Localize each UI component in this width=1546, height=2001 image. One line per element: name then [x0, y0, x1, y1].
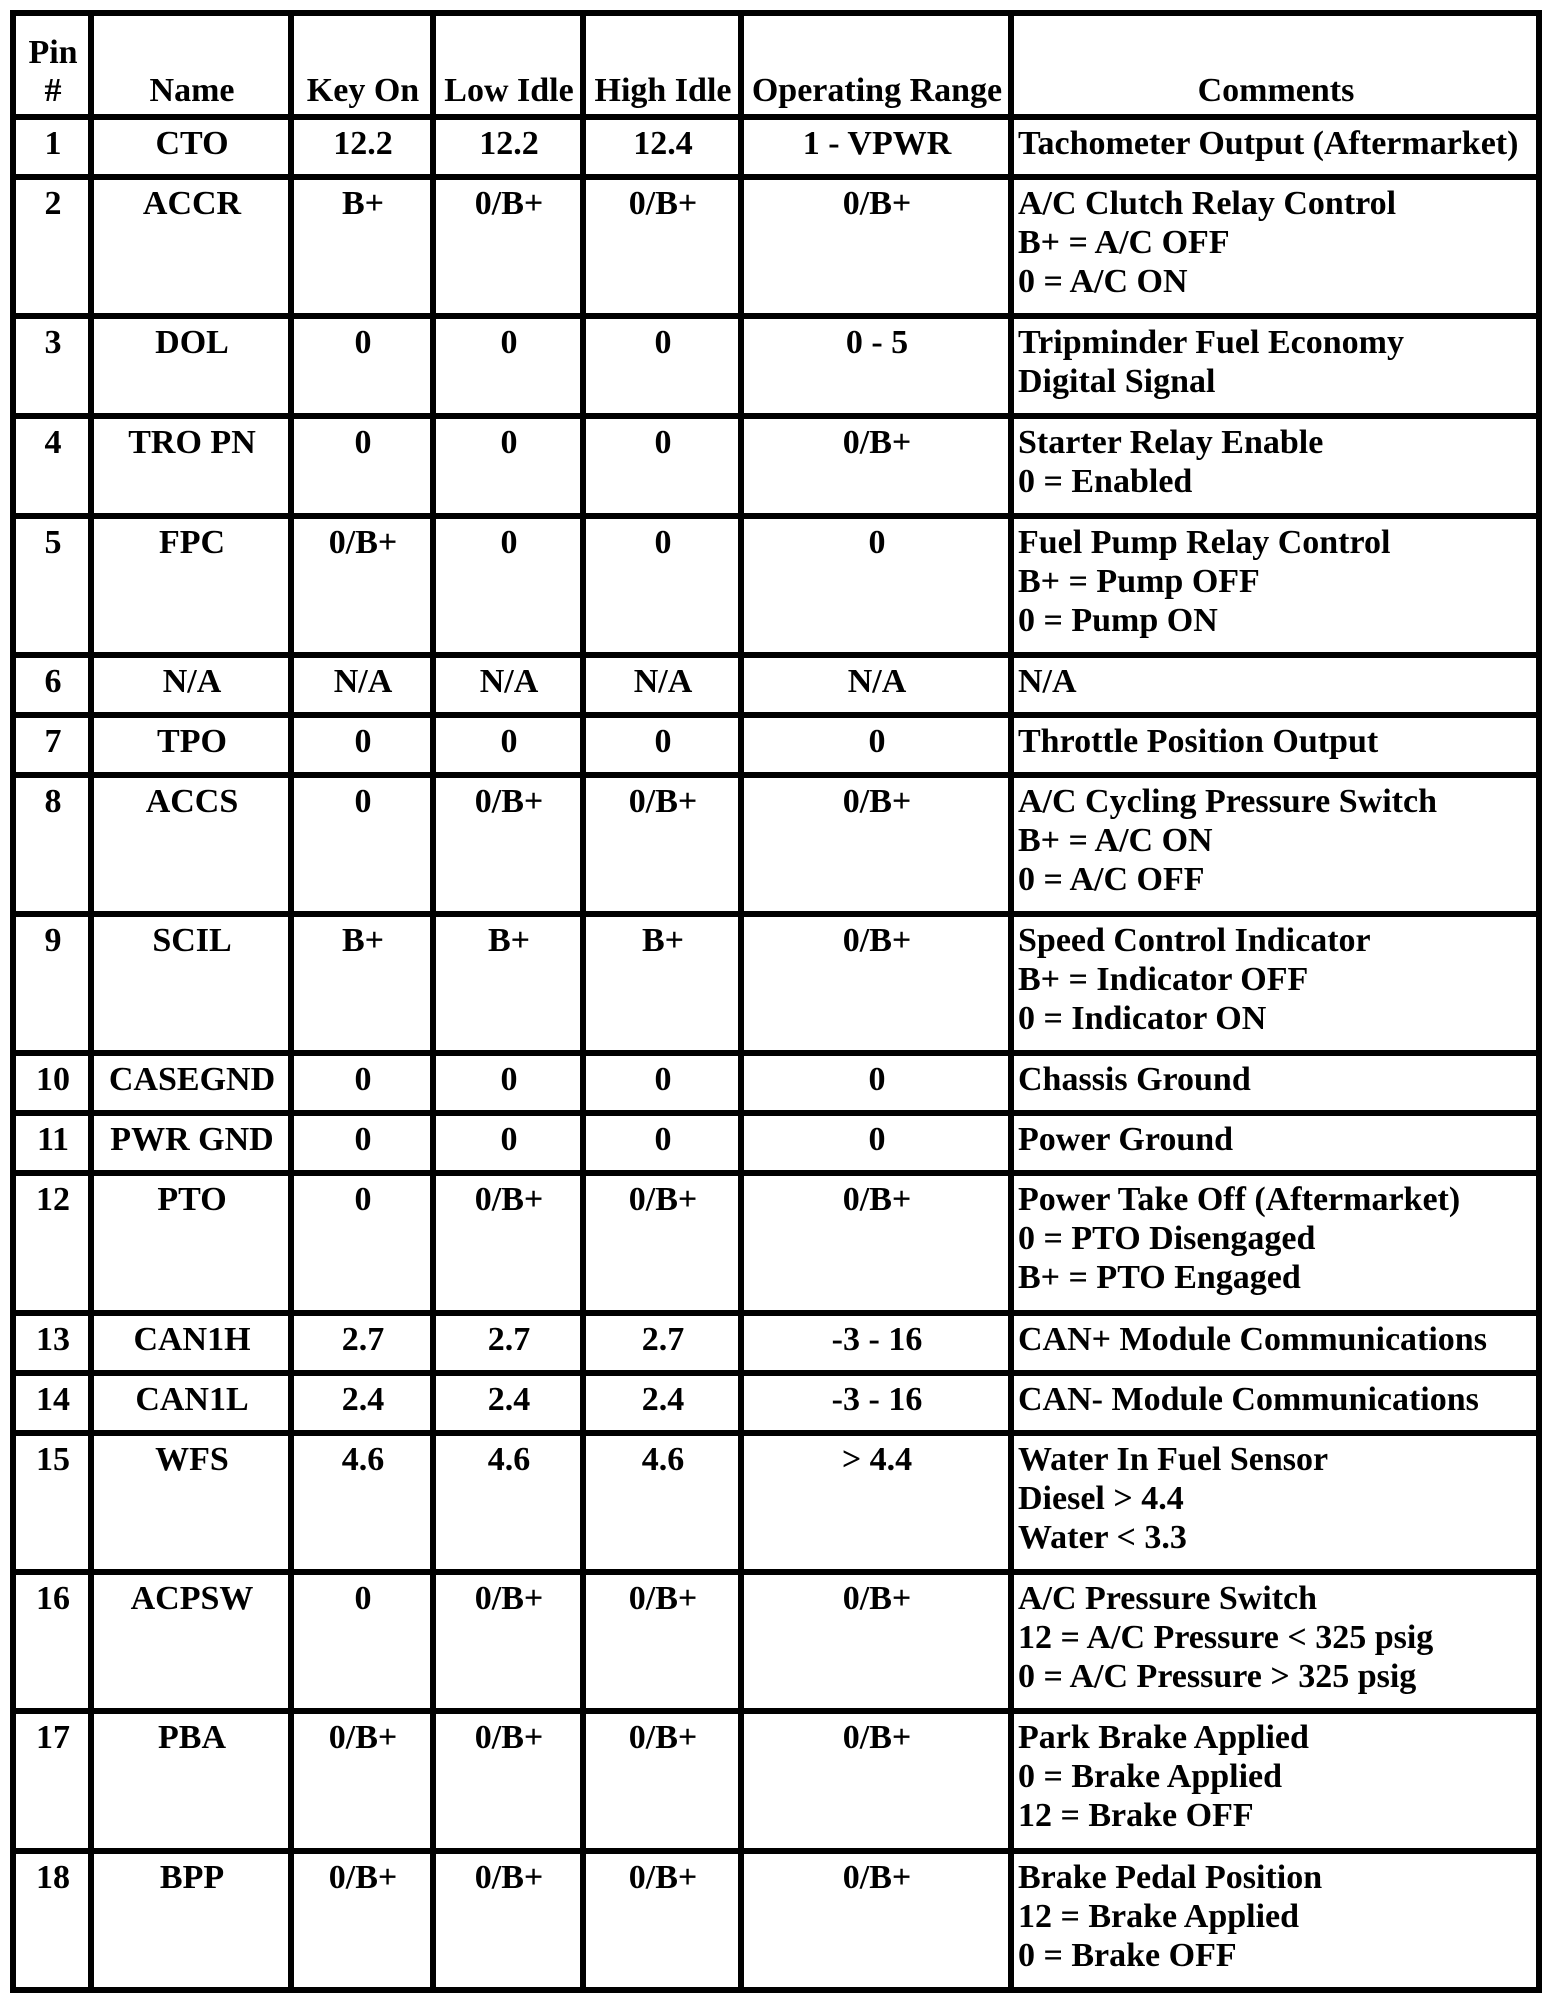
key-on-cell: 0: [291, 1173, 433, 1312]
name-cell: ACPSW: [91, 1572, 291, 1711]
comments-cell: [1011, 117, 1539, 177]
comments-cell: [1011, 715, 1539, 775]
comment-line: 0 = Brake OFF: [1018, 1936, 1237, 1974]
comments-cell: [1011, 516, 1539, 655]
comment-line: 0 = A/C OFF: [1018, 860, 1205, 898]
comment-line: B+ = Pump OFF: [1018, 562, 1260, 600]
operating-range-cell: 0: [741, 516, 1011, 655]
comment-line: 0 = PTO Disengaged: [1018, 1220, 1316, 1258]
comments-cell: [1011, 1572, 1539, 1711]
table-row: [13, 775, 1539, 914]
operating-range-cell: 0: [741, 715, 1011, 775]
comments-cell: [1011, 1173, 1539, 1312]
table-row: [13, 1711, 1539, 1850]
table-row: [13, 1433, 1539, 1572]
name-cell: FPC: [91, 516, 291, 655]
low-idle-cell: 0: [433, 416, 583, 516]
high-idle-cell: 2.7: [583, 1313, 741, 1373]
name-cell: TRO PN: [91, 416, 291, 516]
high-idle-cell: 0/B+: [583, 1173, 741, 1312]
comments-cell: [1011, 1711, 1539, 1850]
low-idle-cell: 0/B+: [433, 1173, 583, 1312]
table-body: [13, 117, 1539, 1990]
high-idle-cell: 0: [583, 1113, 741, 1173]
high-idle-cell: 0: [583, 715, 741, 775]
high-idle-cell: 0/B+: [583, 1851, 741, 1990]
comment-line: Park Brake Applied: [1018, 1719, 1309, 1757]
comment-line: 0 = Enabled: [1018, 462, 1193, 500]
table-row: [13, 715, 1539, 775]
table-row: [13, 316, 1539, 416]
low-idle-cell: 0: [433, 1113, 583, 1173]
operating-range-cell: 0/B+: [741, 914, 1011, 1053]
high-idle-cell: 0/B+: [583, 1572, 741, 1711]
high-idle-cell: 0: [583, 516, 741, 655]
high-idle-cell: 12.4: [583, 117, 741, 177]
comment-line: Water In Fuel Sensor: [1018, 1440, 1329, 1478]
comment-line: 12 = Brake Applied: [1018, 1897, 1300, 1935]
comment-line: 0 = A/C Pressure > 325 psig: [1018, 1657, 1417, 1695]
key-on-cell: N/A: [291, 655, 433, 715]
comment-line: Water < 3.3: [1018, 1518, 1187, 1556]
table-row: [13, 1851, 1539, 1990]
comment-line: B+ = A/C OFF: [1018, 223, 1230, 261]
pin-cell: 18: [13, 1851, 91, 1990]
pin-cell: 1: [13, 117, 91, 177]
comments-cell: [1011, 177, 1539, 316]
key-on-cell: 2.4: [291, 1373, 433, 1433]
name-cell: DOL: [91, 316, 291, 416]
pin-cell: 5: [13, 516, 91, 655]
low-idle-cell: 2.7: [433, 1313, 583, 1373]
key-on-cell: 0/B+: [291, 1711, 433, 1850]
operating-range-cell: 0/B+: [741, 1851, 1011, 1990]
name-cell: PBA: [91, 1711, 291, 1850]
operating-range-cell: 0/B+: [741, 177, 1011, 316]
comments-cell: [1011, 1373, 1539, 1433]
operating-range-cell: -3 - 16: [741, 1313, 1011, 1373]
table-row: [13, 914, 1539, 1053]
header-high-idle: High Idle: [583, 13, 741, 117]
comment-line: N/A: [1018, 662, 1077, 700]
pin-cell: 16: [13, 1572, 91, 1711]
key-on-cell: B+: [291, 914, 433, 1053]
comment-line: 0 = Pump ON: [1018, 601, 1218, 639]
pin-cell: 8: [13, 775, 91, 914]
pin-cell: 9: [13, 914, 91, 1053]
comment-line: Power Ground: [1018, 1121, 1234, 1159]
pin-cell: 2: [13, 177, 91, 316]
low-idle-cell: 0/B+: [433, 775, 583, 914]
name-cell: CAN1H: [91, 1313, 291, 1373]
operating-range-cell: > 4.4: [741, 1433, 1011, 1572]
low-idle-cell: 0: [433, 1053, 583, 1113]
comment-line: CAN+ Module Communications: [1018, 1320, 1487, 1358]
name-cell: N/A: [91, 655, 291, 715]
low-idle-cell: 0/B+: [433, 1851, 583, 1990]
pinout-table: [10, 10, 1542, 1993]
key-on-cell: 0: [291, 775, 433, 914]
name-cell: CAN1L: [91, 1373, 291, 1433]
low-idle-cell: N/A: [433, 655, 583, 715]
name-cell: PWR GND: [91, 1113, 291, 1173]
key-on-cell: 4.6: [291, 1433, 433, 1572]
pinout-table-container: [10, 10, 1536, 1993]
low-idle-cell: B+: [433, 914, 583, 1053]
comment-line: Diesel > 4.4: [1018, 1479, 1184, 1517]
high-idle-cell: 0: [583, 316, 741, 416]
comment-line: Tripminder Fuel Economy: [1018, 324, 1404, 362]
low-idle-cell: 12.2: [433, 117, 583, 177]
comment-line: Starter Relay Enable: [1018, 423, 1324, 461]
comment-line: Speed Control Indicator: [1018, 922, 1371, 960]
comment-line: Tachometer Output (Aftermarket): [1018, 125, 1519, 162]
high-idle-cell: 2.4: [583, 1373, 741, 1433]
comment-line: 12 = A/C Pressure < 325 psig: [1018, 1618, 1434, 1656]
comment-line: B+ = A/C ON: [1018, 821, 1213, 859]
name-cell: ACCR: [91, 177, 291, 316]
key-on-cell: 0: [291, 1572, 433, 1711]
operating-range-cell: 0: [741, 1053, 1011, 1113]
low-idle-cell: 0/B+: [433, 1572, 583, 1711]
key-on-cell: 0: [291, 1113, 433, 1173]
low-idle-cell: 0: [433, 715, 583, 775]
header-row: [13, 13, 1539, 117]
key-on-cell: 0/B+: [291, 516, 433, 655]
pin-cell: 15: [13, 1433, 91, 1572]
table-row: [13, 416, 1539, 516]
header-operating-range: Operating Range: [741, 13, 1011, 117]
table-row: [13, 655, 1539, 715]
comment-line: 0 = A/C ON: [1018, 262, 1188, 300]
comment-line: Power Take Off (Aftermarket): [1018, 1181, 1461, 1219]
comment-line: Throttle Position Output: [1018, 722, 1379, 760]
comment-line: A/C Pressure Switch: [1018, 1579, 1318, 1617]
table-row: [13, 1572, 1539, 1711]
high-idle-cell: 4.6: [583, 1433, 741, 1572]
pin-cell: 10: [13, 1053, 91, 1113]
high-idle-cell: 0: [583, 1053, 741, 1113]
operating-range-cell: 0: [741, 1113, 1011, 1173]
low-idle-cell: 2.4: [433, 1373, 583, 1433]
header-low-idle: Low Idle: [433, 13, 583, 117]
key-on-cell: 12.2: [291, 117, 433, 177]
name-cell: CASEGND: [91, 1053, 291, 1113]
operating-range-cell: 0 - 5: [741, 316, 1011, 416]
name-cell: ACCS: [91, 775, 291, 914]
pin-cell: 13: [13, 1313, 91, 1373]
key-on-cell: 0/B+: [291, 1851, 433, 1990]
comments-cell: [1011, 655, 1539, 715]
comment-line: Chassis Ground: [1018, 1061, 1251, 1099]
operating-range-cell: 0/B+: [741, 416, 1011, 516]
high-idle-cell: 0/B+: [583, 1711, 741, 1850]
pin-cell: 14: [13, 1373, 91, 1433]
table-row: [13, 1313, 1539, 1373]
table-row: [13, 177, 1539, 316]
high-idle-cell: 0: [583, 416, 741, 516]
header-name: Name: [91, 13, 291, 117]
pin-cell: 17: [13, 1711, 91, 1850]
name-cell: PTO: [91, 1173, 291, 1312]
name-cell: CTO: [91, 117, 291, 177]
table-row: [13, 1373, 1539, 1433]
pin-cell: 6: [13, 655, 91, 715]
high-idle-cell: 0/B+: [583, 177, 741, 316]
table-row: [13, 1113, 1539, 1173]
operating-range-cell: -3 - 16: [741, 1373, 1011, 1433]
high-idle-cell: N/A: [583, 655, 741, 715]
comment-line: Digital Signal: [1018, 363, 1216, 401]
low-idle-cell: 0: [433, 516, 583, 655]
comment-line: Fuel Pump Relay Control: [1018, 523, 1391, 561]
comment-line: 0 = Indicator ON: [1018, 1000, 1267, 1038]
comments-cell: [1011, 316, 1539, 416]
comment-line: A/C Clutch Relay Control: [1018, 184, 1397, 222]
comments-cell: [1011, 1851, 1539, 1990]
name-cell: TPO: [91, 715, 291, 775]
comments-cell: [1011, 1313, 1539, 1373]
comment-line: Brake Pedal Position: [1018, 1858, 1323, 1896]
header-pin: Pin #: [13, 13, 91, 117]
table-row: [13, 1053, 1539, 1113]
comments-cell: [1011, 1433, 1539, 1572]
comment-line: 12 = Brake OFF: [1018, 1797, 1254, 1835]
low-idle-cell: 0/B+: [433, 177, 583, 316]
comment-line: 0 = Brake Applied: [1018, 1758, 1283, 1796]
table-row: [13, 516, 1539, 655]
table-row: [13, 117, 1539, 177]
comments-cell: [1011, 1053, 1539, 1113]
pin-cell: 4: [13, 416, 91, 516]
key-on-cell: 0: [291, 1053, 433, 1113]
operating-range-cell: 0/B+: [741, 1173, 1011, 1312]
operating-range-cell: N/A: [741, 655, 1011, 715]
operating-range-cell: 0/B+: [741, 775, 1011, 914]
high-idle-cell: B+: [583, 914, 741, 1053]
table-row: [13, 1173, 1539, 1312]
name-cell: BPP: [91, 1851, 291, 1990]
pin-cell: 11: [13, 1113, 91, 1173]
pin-cell: 12: [13, 1173, 91, 1312]
comments-cell: [1011, 775, 1539, 914]
pin-cell: 3: [13, 316, 91, 416]
comments-cell: [1011, 416, 1539, 516]
operating-range-cell: 0/B+: [741, 1572, 1011, 1711]
comment-line: A/C Cycling Pressure Switch: [1018, 782, 1438, 820]
high-idle-cell: 0/B+: [583, 775, 741, 914]
pin-cell: 7: [13, 715, 91, 775]
comment-line: CAN- Module Communications: [1018, 1380, 1479, 1418]
operating-range-cell: 1 - VPWR: [741, 117, 1011, 177]
comment-line: B+ = Indicator OFF: [1018, 961, 1309, 999]
low-idle-cell: 4.6: [433, 1433, 583, 1572]
key-on-cell: 0: [291, 316, 433, 416]
key-on-cell: B+: [291, 177, 433, 316]
header-key-on: Key On: [291, 13, 433, 117]
comments-cell: [1011, 1113, 1539, 1173]
low-idle-cell: 0/B+: [433, 1711, 583, 1850]
name-cell: WFS: [91, 1433, 291, 1572]
header-comments: Comments: [1011, 13, 1539, 117]
key-on-cell: 0: [291, 715, 433, 775]
name-cell: SCIL: [91, 914, 291, 1053]
comment-line: B+ = PTO Engaged: [1018, 1259, 1301, 1297]
key-on-cell: 2.7: [291, 1313, 433, 1373]
key-on-cell: 0: [291, 416, 433, 516]
comments-cell: [1011, 914, 1539, 1053]
operating-range-cell: 0/B+: [741, 1711, 1011, 1850]
low-idle-cell: 0: [433, 316, 583, 416]
